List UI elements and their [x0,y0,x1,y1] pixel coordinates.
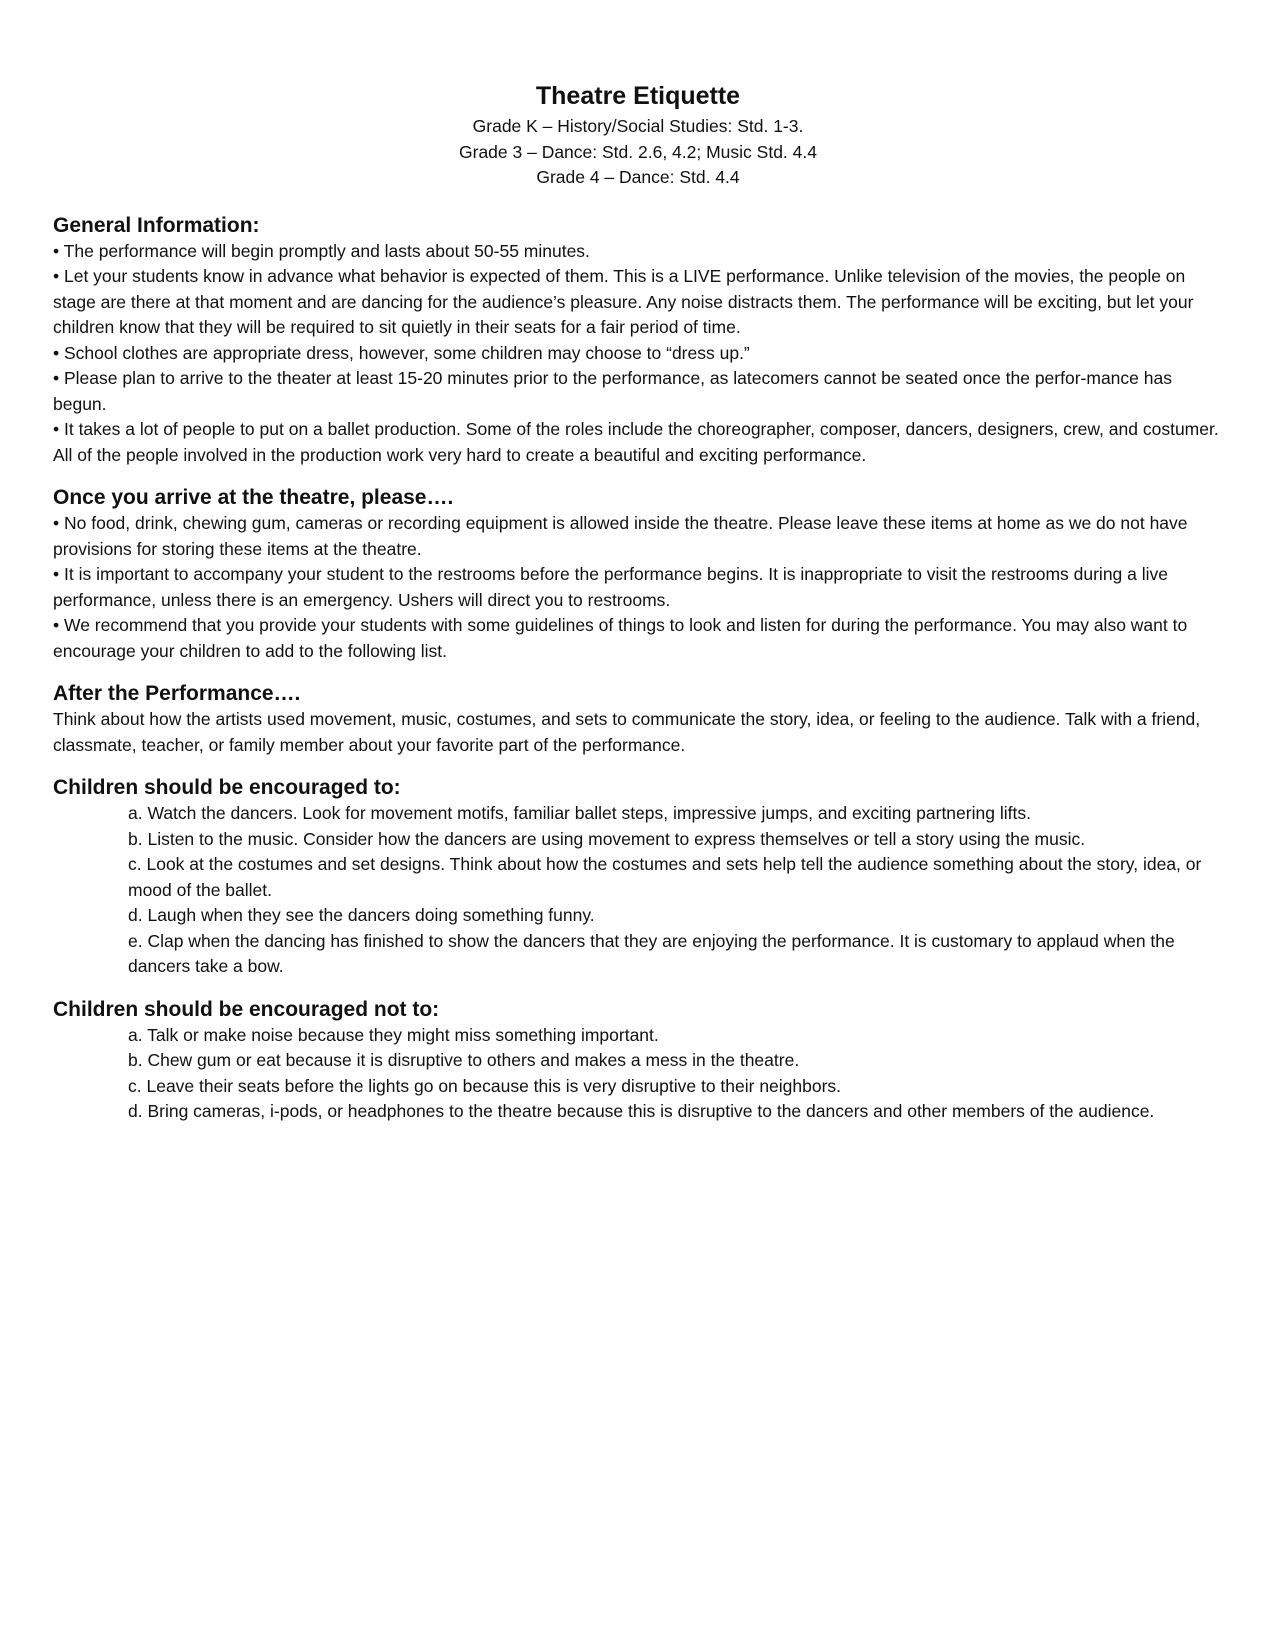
list-item: b. Listen to the music. Consider how the dancers are using movement to express themselves or tell a story using the music. [128,828,1086,849]
list-item: b. Chew gum or eat because it is disruptive to others and makes a mess in the theatre. [128,1050,800,1070]
bullet-item: • It takes a lot of people to put on a ballet production. Some of the roles include the choreographer, composer, dancers, designers, crew, and costumer. All of the people involved in the production work very hard to create a beautiful and exciting performance. [53,419,1219,465]
grade-standard: Grade 4 – Dance: Std. 4.4 [536,167,740,187]
list-item: d. Laugh when they see the dancers doing something funny. [128,905,595,925]
document-page [53,80,1223,1142]
section-heading: Once you arrive at the theatre, please…. [53,486,454,509]
page-title: Theatre Etiquette [535,82,741,110]
bullet-item: • School clothes are appropriate dress, however, some children may choose to “dress up.” [53,342,750,363]
bullet-item: • Let your students know in advance what behavior is expected of them. This is a LIVE performance. Unlike television of the movies, the people on stage are there at that moment and are dancing for the audience’s pleasure. Any noise distracts them. The performance will be exciting, but let your children know that they will be required to sit quietly in their seats for a fair period of time. [53,266,1194,337]
general-information-section [53,213,1223,469]
arrival-section [53,485,1223,664]
list-item: a. Talk or make noise because they might miss something important. [128,1024,659,1045]
bullet-item: • Please plan to arrive to the theater at least 15-20 minutes prior to the performance, as latecomers cannot be seated once the perfor-mance has begun. [53,368,1172,414]
paragraph: Think about how the artists used movement, music, costumes, and sets to communicate the story, idea, or feeling to the audience. Talk with a friend, classmate, teacher, or family member about your favorite part of the performance. [53,709,1201,755]
bullet-item: • It is important to accompany your student to the restrooms before the performance begins. It is inappropriate to visit the restrooms during a live performance, unless there is an emergency. Ushers will direct you to restrooms. [53,564,1169,610]
list-item: d. Bring cameras, i-pods, or headphones to the theatre because this is disruptive to the dancers and other members of the audience. [128,1101,1155,1121]
list-item: e. Clap when the dancing has finished to show the dancers that they are enjoying the performance. It is customary to applaud when the dancers take a bow. [128,930,1175,976]
section-heading: After the Performance…. [53,682,301,705]
after-performance-section [53,681,1223,758]
list-item: a. Watch the dancers. Look for movement motifs, familiar ballet steps, impressive jumps, and exciting partnering lifts. [128,803,1031,823]
list-item: c. Leave their seats before the lights go on because this is very disruptive to their neighbors. [128,1075,842,1096]
title-block [53,80,1223,191]
encouraged-section [53,775,1223,980]
bullet-item: • No food, drink, chewing gum, cameras or recording equipment is allowed inside the theatre. Please leave these items at home as we do not have provisions for storing these items at the theatre. [53,513,1188,559]
section-heading: Children should be encouraged not to: [53,997,440,1021]
grade-standard: Grade 3 – Dance: Std. 2.6, 4.2; Music Std. 4.4 [459,141,817,162]
bullet-item: • We recommend that you provide your students with some guidelines of things to look and listen for during the performance. You may also want to encourage your children to add to the following list. [53,615,1188,661]
grade-standard: Grade K – History/Social Studies: Std. 1-3. [472,116,804,136]
section-heading: General Information: [53,213,260,237]
not-encouraged-section [53,997,1223,1125]
bullet-item: • The performance will begin promptly and lasts about 50-55 minutes. [53,240,590,261]
section-heading: Children should be encouraged to: [53,776,401,799]
list-item: c. Look at the costumes and set designs. Think about how the costumes and sets help tell the audience something about the story, idea, or mood of the ballet. [128,854,1202,900]
